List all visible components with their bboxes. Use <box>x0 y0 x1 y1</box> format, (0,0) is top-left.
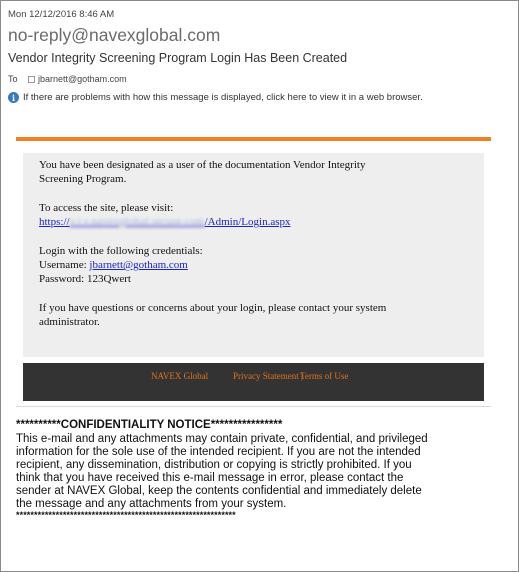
info-icon: i <box>8 92 19 103</box>
login-url-link[interactable] <box>39 216 290 228</box>
confidentiality-line-5: sender at NAVEX Global, keep the contents confidential and immediately delete <box>16 485 422 497</box>
footer-terms-link[interactable]: Terms of Use <box>300 371 349 381</box>
message-date: Mon 12/12/2016 8:46 AM <box>8 9 115 20</box>
confidentiality-line-3: recipient, any dissemination, distribution or copying is strictly prohibited. If you <box>16 459 412 471</box>
footer-company-link[interactable]: NAVEX Global <box>151 371 209 381</box>
view-in-browser-link[interactable]: If there are problems with how this message is displayed, click here to view it in a web browser. <box>23 92 423 103</box>
email-footer <box>23 363 484 401</box>
infobar[interactable] <box>8 91 423 104</box>
footer-privacy-link[interactable]: Privacy Statement | <box>233 371 303 381</box>
brand-accent-bar <box>16 137 491 141</box>
username-line <box>39 258 468 272</box>
message-header <box>1 1 518 111</box>
confidentiality-title-line <box>16 419 506 432</box>
password-value: 123Qwert <box>86 273 131 286</box>
confidentiality-stars-bottom: ************************************************************* <box>16 510 236 520</box>
contact-icon <box>28 76 35 83</box>
username-label: Username: <box>39 259 87 272</box>
access-intro: To access the site, please visit: <box>39 201 174 214</box>
credentials-intro: Login with the following credentials: <box>39 244 203 257</box>
login-url-suffix[interactable]: /Admin/Login.aspx <box>204 216 291 229</box>
recipient-address[interactable]: jbarnett@gotham.com <box>38 74 127 84</box>
to-row <box>8 73 127 85</box>
login-url-redacted[interactable]: v.i.s.navexglobal.secure.com <box>69 216 205 229</box>
sender-address[interactable]: no-reply@navexglobal.com <box>8 25 221 45</box>
username-link[interactable]: jbarnett@gotham.com <box>89 259 188 272</box>
login-url-line <box>39 215 468 229</box>
designation-line-1: You have been designated as a user of the documentation Vendor Integrity <box>39 159 366 171</box>
designation-line-2: Screening Program. <box>39 173 127 186</box>
message-content <box>23 153 484 357</box>
title-stars-left: ********** <box>16 419 61 431</box>
confidentiality-notice <box>16 419 506 519</box>
questions-line-1: If you have questions or concerns about your login, please contact your system <box>39 301 387 314</box>
title-stars-right: **************** <box>210 419 283 431</box>
confidentiality-line-6: the message and any attachments from your system. <box>16 498 287 510</box>
confidentiality-body <box>16 433 506 511</box>
confidentiality-line-2: information for the sole use of the intended recipient. If you are not the intended <box>16 446 421 458</box>
message-subject: Vendor Integrity Screening Program Login Has Been Created <box>8 51 348 65</box>
confidentiality-title: CONFIDENTIALITY NOTICE <box>60 419 211 431</box>
to-label: To <box>8 74 18 84</box>
questions-line-2: administrator. <box>39 316 100 329</box>
confidentiality-line-4: think that you have received this e-mail message in error, please contact the <box>16 472 404 484</box>
password-label: Password: <box>39 273 85 286</box>
login-url-prefix[interactable]: https:// <box>39 216 70 229</box>
confidentiality-line-1: This e-mail and any attachments may contain private, confidential, and privileged <box>16 433 428 445</box>
divider <box>16 406 491 407</box>
password-line <box>39 272 468 286</box>
